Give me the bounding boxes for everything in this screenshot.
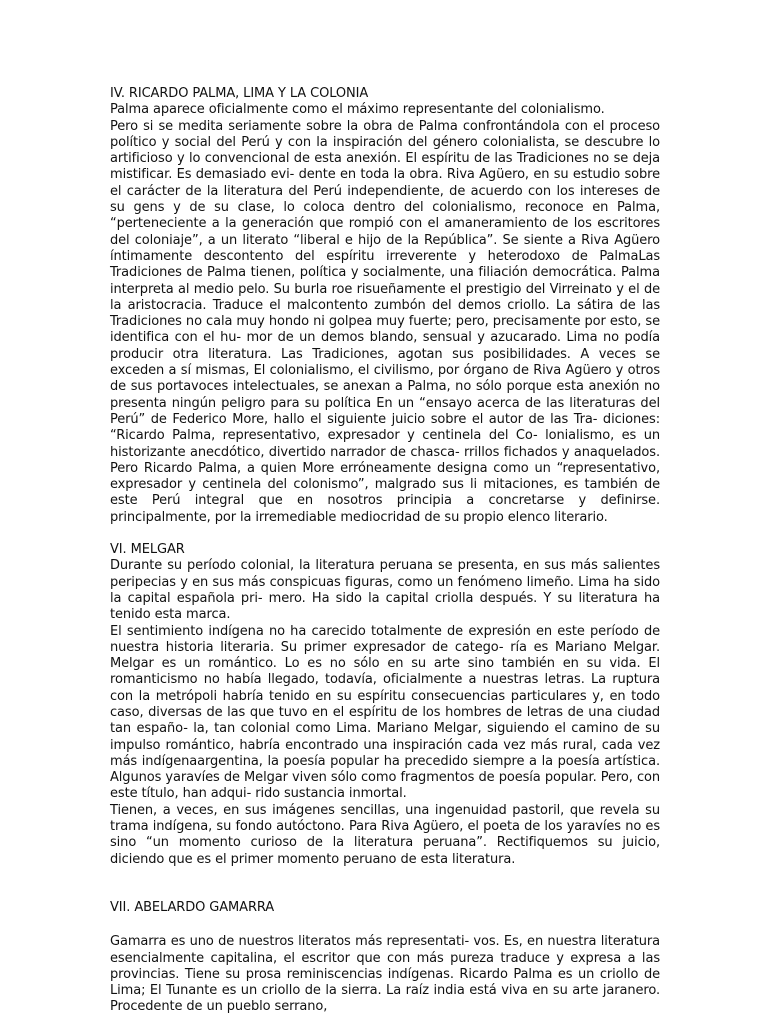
section-heading: VI. MELGAR [110, 542, 185, 558]
section-heading: IV. RICARDO PALMA, LIMA Y LA COLONIA [110, 86, 369, 101]
section-melgar [110, 542, 660, 868]
section-spacer [110, 526, 660, 542]
paragraph: Durante su período colonial, la literatura peruana se presenta, en sus más salientes peripecias y en sus más conspicuas figuras, como un fenómeno limeño. Lima ha sido la capital española pri- mero. Ha sido la capital criolla después. Y su literatura ha tenido esta marca. [110, 558, 660, 623]
document-page [110, 86, 660, 1016]
paragraph: Palma aparece oficialmente como el máximo representante del colonialismo. [110, 102, 605, 118]
paragraph: Gamarra es uno de nuestros literatos más representati- vos. Es, en nuestra literatura esencialmente capitalina, el escritor que con más pureza traduce y expresa a las provincias. Tiene su prosa reminiscencias indígenas. Ricardo Palma es un criollo de Lima; El Tunante es un criollo de la sierra. La raíz india está viva en su arte jaranero. Procedente de un pueblo serrano, [110, 934, 660, 1015]
section-palma [110, 86, 660, 526]
heading-spacer [110, 916, 660, 934]
paragraph: El sentimiento indígena no ha carecido totalmente de expresión en este período de nuestra historia literaria. Su primer expresador de catego- ría es Mariano Melgar. Melgar es un romántico. Lo es no sólo en su arte sino también en su vida. El romanticismo no había llegado, todavía, oficialmente a nuestras letras. La ruptura con la metrópoli habría tenido en su espíritu consecuencias particulares y, en todo caso, diversas de las que tuvo en el espíritu de los hombres de letras de una ciudad tan españo- la, tan colonial como Lima. Mariano Melgar, siguiendo el camino de su impulso romántico, habría encontrado una inspiración cada vez más rural, cada vez más indígenaargentina, la poesía popular ha precedido siempre a la poesía artística. Algunos yaravíes de Melgar viven sólo como fragmentos de poesía popular. Pero, con este título, han adqui- rido sustancia inmortal. [110, 623, 660, 802]
paragraph: Tienen, a veces, en sus imágenes sencillas, una ingenuidad pastoril, que revela su trama indígena, su fondo autóctono. Para Riva Agüero, el poeta de los yaravíes no es sino “un momento curioso de la literatura peruana”. Rectifiquemos su juicio, diciendo que es el primer momento peruano de esta literatura. [110, 802, 660, 867]
section-gamarra [110, 900, 660, 1016]
section-spacer [110, 868, 660, 900]
section-heading: VII. ABELARDO GAMARRA [110, 899, 275, 915]
paragraph: Pero si se medita seriamente sobre la obra de Palma confrontándola con el proceso político y social del Perú y con la inspiración del género colonialista, se descubre lo artificioso y lo convencional de esta anexión. El espíritu de las Tradiciones no se deja mistificar. Es demasiado evi- dente en toda la obra. Riva Agüero, en su estudio sobre el carácter de la literatura del Perú independiente, de acuerdo con los intereses de su gens y de su clase, lo coloca dentro del colonialismo, reconoce en Palma, “perteneciente a la generación que rompió con el amaneramiento de los escritores del coloniaje”, a un literato “liberal e hijo de la República”. Se siente a Riva Agüero íntimamente descontento del espíritu irreverente y heterodoxo de PalmaLas Tradiciones de Palma tienen, política y socialmente, una filiación democrática. Palma interpreta al medio pelo. Su burla roe risueñamente el prestigio del Virreinato y el de la aristocracia. Traduce el malcontento zumbón del demos criollo. La sátira de las Tradiciones no cala muy hondo ni golpea muy fuerte; pero, precisamente por esto, se identifica con el hu- mor de un demos blando, sensual y azucarado. Lima no podía producir otra literatura. Las Tradiciones, agotan sus posibilidades. A veces se exceden a sí mismas, El colonialismo, el civilismo, por órgano de Riva Agüero y otros de sus portavoces intelectuales, se anexan a Palma, no sólo porque esta anexión no presenta ningún peligro para su política En un “ensayo acerca de las literaturas del Perú” de Federico More, hallo el siguiente juicio sobre el autor de las Tra- diciones: “Ricardo Palma, representativo, expresador y centinela del Co- lonialismo, es un historizante anecdótico, divertido narrador de chasca- rrillos fichados y anaquelados. Pero Ricardo Palma, a quien More erróneamente designa como un “representativo, expresador y centinela del colonismo”, malgrado sus li mitaciones, es también de este Perú integral que en nosotros principia a concretarse y definirse. principalmente, por la irremediable mediocridad de su propio elenco literario. [110, 118, 660, 525]
